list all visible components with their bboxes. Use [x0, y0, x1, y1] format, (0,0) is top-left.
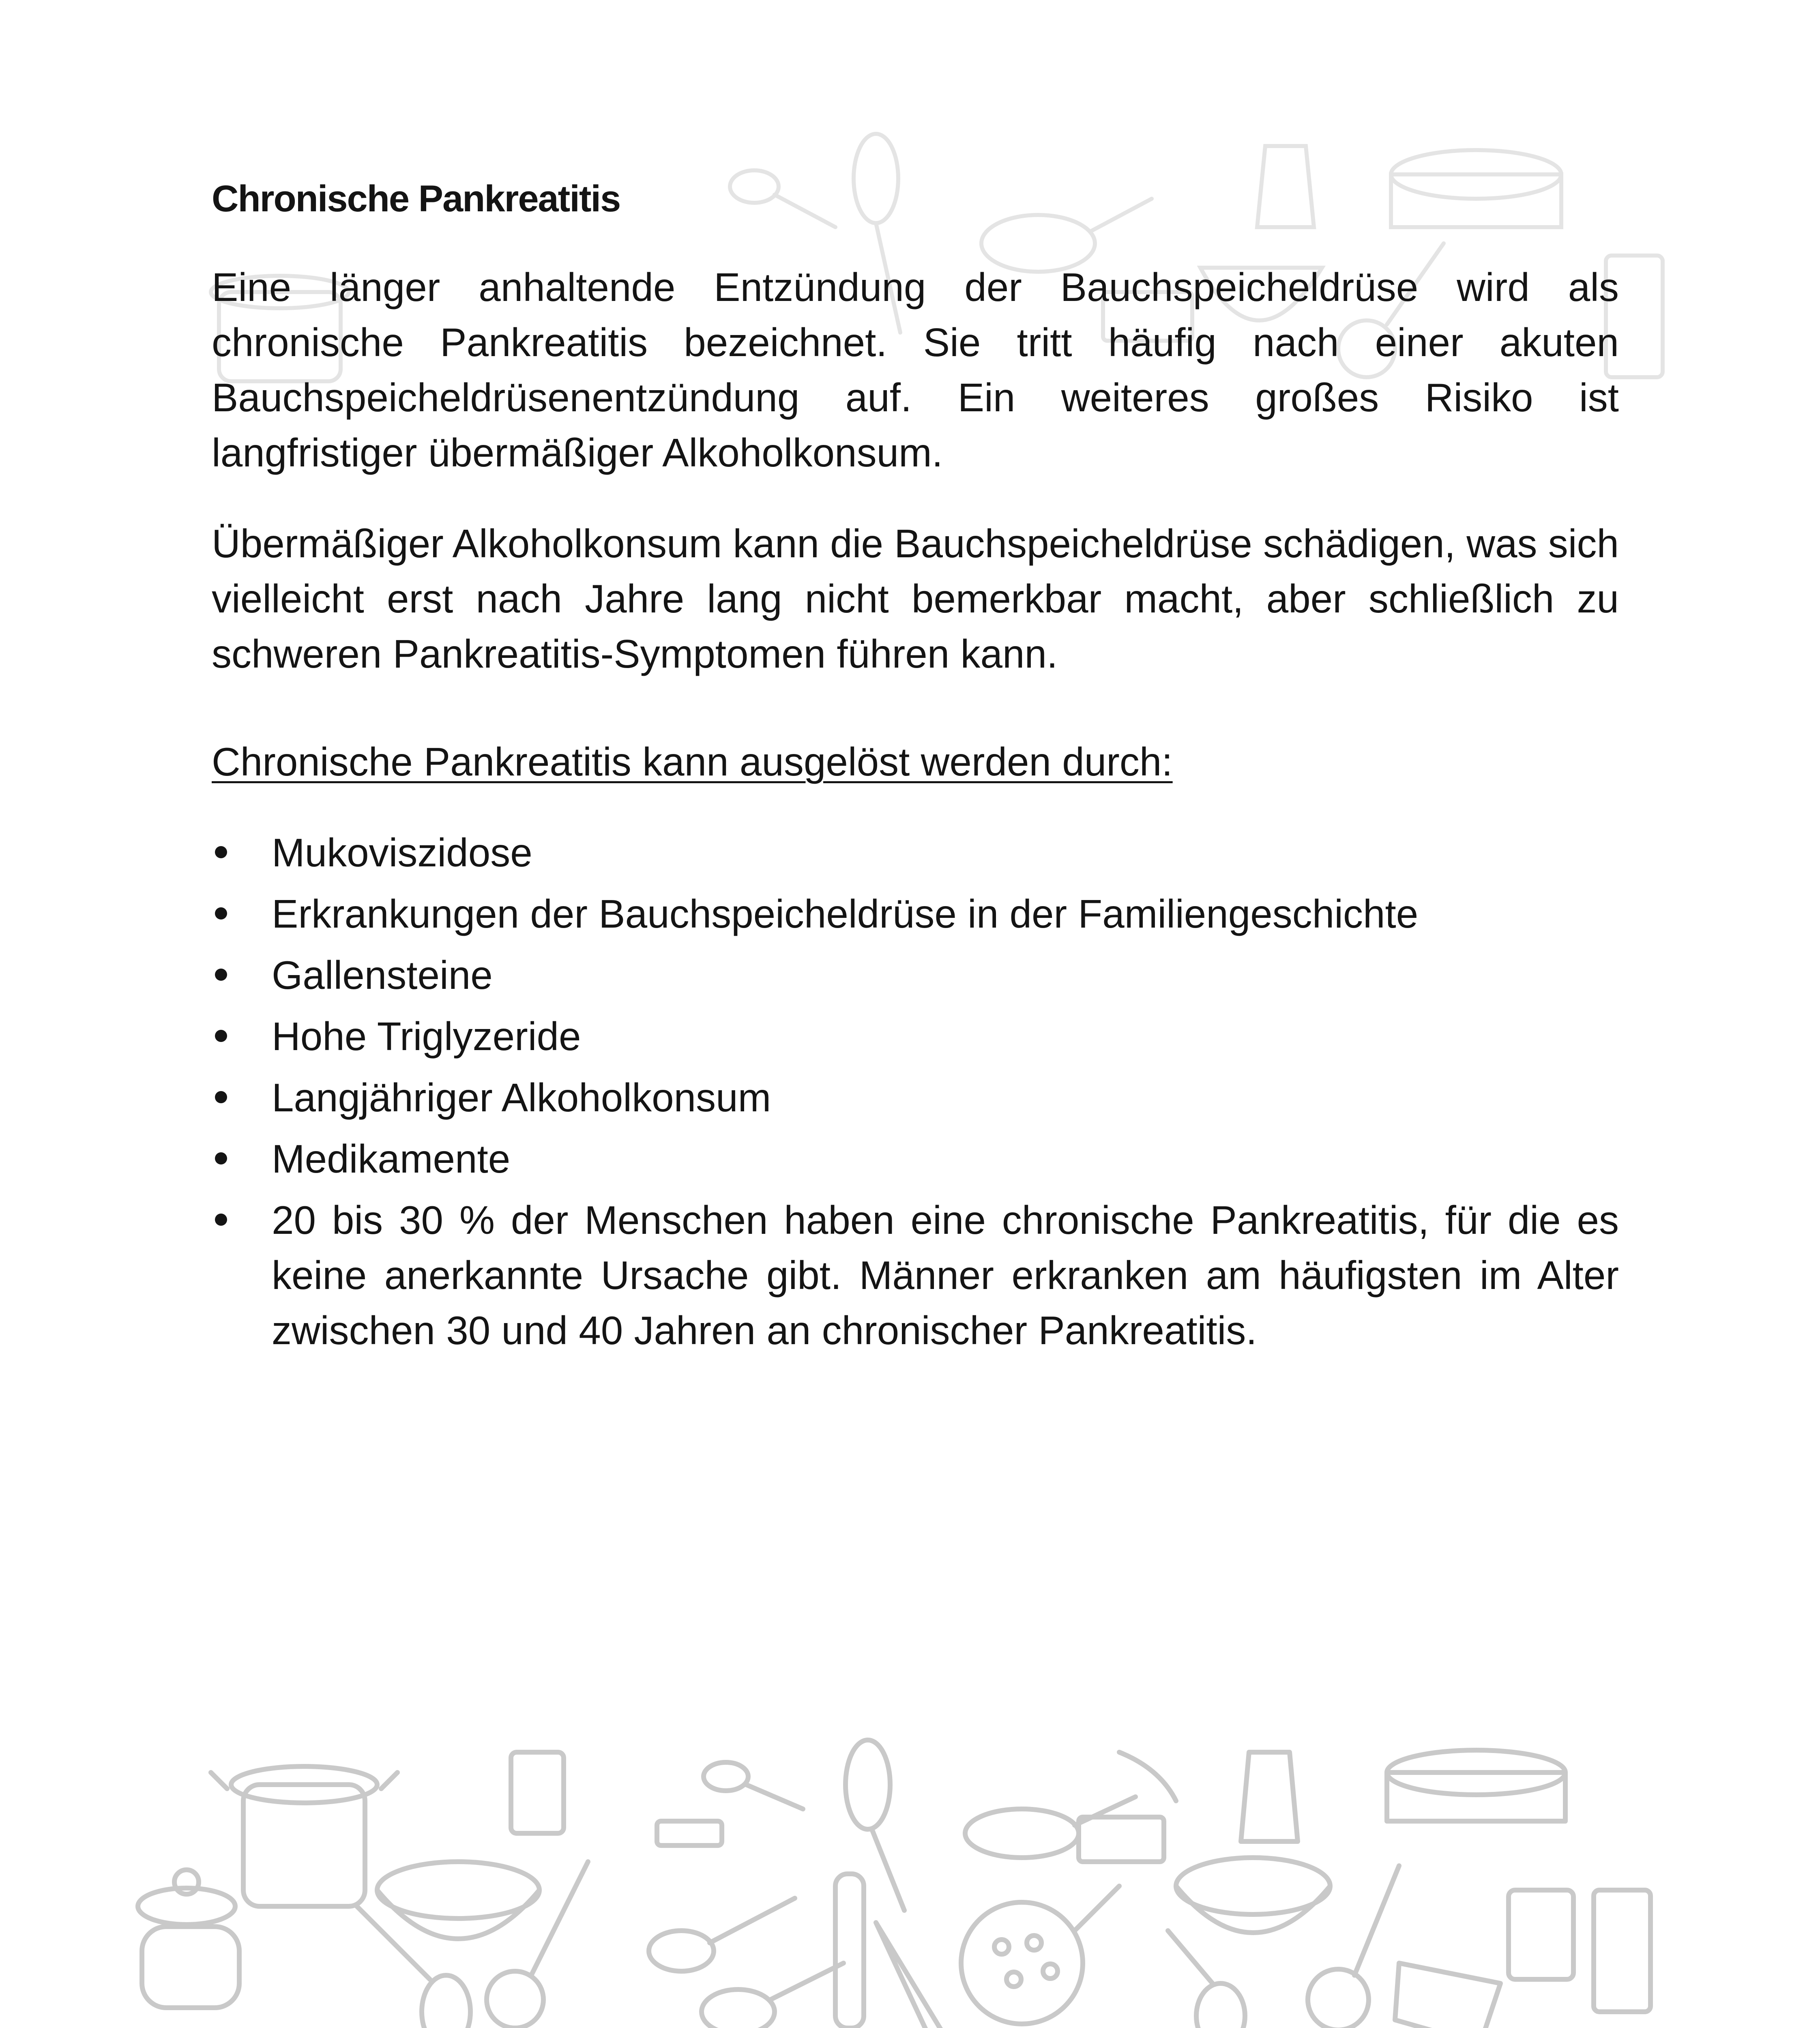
causes-list	[212, 825, 1619, 1358]
list-item-text: 20 bis 30 % der Menschen haben eine chronische Pankreatitis, für die es keine anerkannte Ursache gibt. Männer erkranken am häufigsten im Alter zwischen 30 und 40 Jahren an chronischer Pankreatitis.	[272, 1198, 1619, 1353]
list-item	[212, 947, 1619, 1003]
bullet-icon	[215, 1214, 227, 1226]
list-item-text: Erkrankungen der Bauchspeicheldrüse in der Familiengeschichte	[272, 892, 1419, 936]
document-content	[212, 170, 1619, 1364]
list-item-text: Medikamente	[272, 1136, 511, 1181]
list-item	[212, 1192, 1619, 1358]
bullet-icon	[215, 846, 227, 858]
section-heading: Chronische Pankreatitis	[212, 178, 620, 219]
list-item	[212, 1009, 1619, 1064]
causes-subheading: Chronische Pankreatitis kann ausgelöst werden durch:	[212, 739, 1173, 784]
bullet-icon	[215, 969, 227, 981]
list-item-text: Gallensteine	[272, 953, 493, 997]
alcohol-paragraph: Übermäßiger Alkoholkonsum kann die Bauchspeicheldrüse schädigen, was sich vielleicht erst nach Jahre lang nicht bemerkbar macht, aber schließlich zu schweren Pankreatitis-Symptomen führen kann.	[212, 521, 1619, 676]
list-item	[212, 1070, 1619, 1125]
list-item-text: Hohe Triglyzeride	[272, 1014, 581, 1059]
bullet-icon	[215, 1030, 227, 1042]
list-item	[212, 825, 1619, 880]
list-item	[212, 886, 1619, 941]
bullet-icon	[215, 907, 227, 919]
list-item-text: Mukoviszidose	[272, 830, 532, 875]
list-item	[212, 1131, 1619, 1186]
bullet-icon	[215, 1152, 227, 1164]
bullet-icon	[215, 1091, 227, 1103]
kitchen-utensils-icon	[0, 1736, 1820, 2028]
list-item-text: Langjähriger Alkoholkonsum	[272, 1075, 771, 1120]
intro-paragraph: Eine länger anhaltende Entzündung der Bauchspeicheldrüse wird als chronische Pankreatitis bezeichnet. Sie tritt häufig nach einer akuten Bauchspeicheldrüsenentzündung auf. Ein weiteres großes Risiko ist langfristiger übermäßiger Alkoholkonsum.	[212, 265, 1619, 475]
kitchen-utensils-decoration-bottom	[0, 1736, 1820, 2028]
